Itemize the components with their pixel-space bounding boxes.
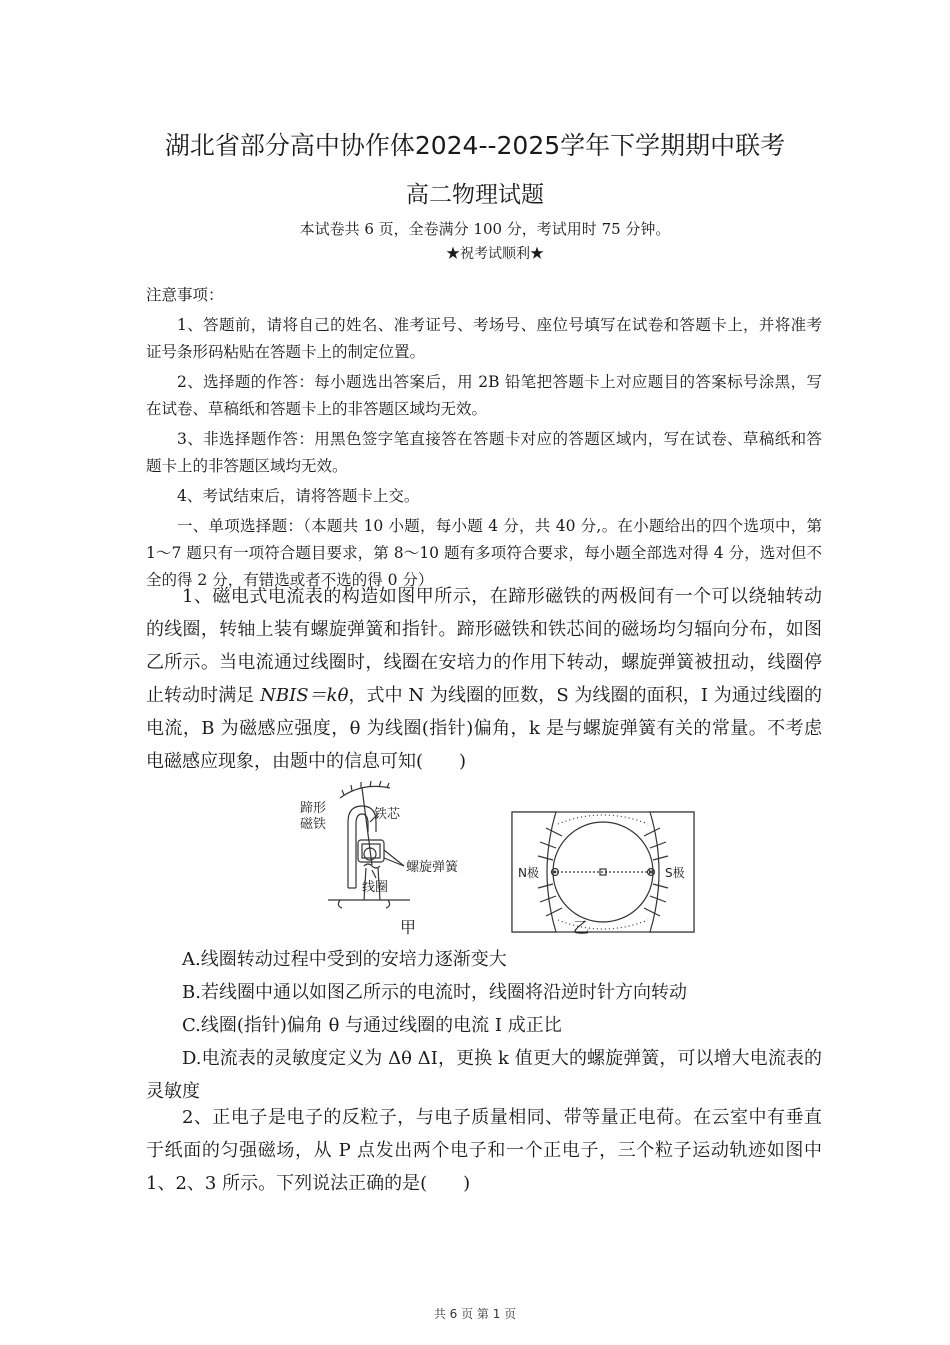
option-b: B.若线圈中通以如图乙所示的电流时，线圈将沿逆时针方向转动: [182, 982, 687, 1003]
figure-jia-diagram: [300, 770, 480, 915]
question-1-stem: [146, 580, 822, 778]
note-item: 2、选择题的作答：每小题选出答案后，用 2B 铅笔把答题卡上对应题目的答案标号涂黑，写在试卷、草稿纸和答题卡上的非答题区域均无效。: [146, 373, 822, 418]
label-spiral-spring: 螺旋弹簧: [406, 860, 459, 875]
exam-subtitle: 高二物理试题: [406, 182, 544, 208]
label-coil: 线圈: [362, 880, 389, 895]
section-heading: 一、单项选择题：（本题共 10 小题，每小题 4 分，共 40 分,。在小题给出的四个选项中，第 1～7 题只有一项符合题目要求，第 8～10 题有多项符合要求，每小题全部选对得 4 分，选对但不全的得 2 分，有错选或者不选的得 0 分）: [146, 517, 822, 589]
q1-figures: [300, 770, 700, 940]
q2-stem: 2、正电子是电子的反粒子，与电子质量相同、带等量正电荷。在云室中有垂直于纸面的匀强磁场，从 P 点发出两个电子和一个正电子，三个粒子运动轨迹如图中 1、2、3 所示。下列说法正确的是( ): [146, 1107, 822, 1194]
note-item: 4、考试结束后，请将答题卡上交。: [177, 487, 420, 505]
option-c: C.线圈(指针)偏角 θ 与通过线圈的电流 I 成正比: [182, 1015, 562, 1036]
note-item: 1、答题前，请将自己的姓名、准考证号、考场号、座位号填写在试卷和答题卡上，并将准考证号条形码粘贴在答题卡上的制定位置。: [146, 316, 822, 361]
figure-jia-caption: 甲: [400, 918, 417, 937]
q1-stem-a: 1、磁电式电流表的构造如图甲所示，在蹄形磁铁的两极间有一个可以绕轴转动的线圈，转轴上装有螺旋弹簧和指针。蹄形磁铁和铁芯间的磁场均匀辐向分布，如图乙所示。当电流通过线圈时，线圈在安培力的作用下转动，螺旋弹簧被扭动，线圈停止转动时满足: [146, 586, 822, 706]
q1-stem-b: ，式中 N 为线圈的匝数，S 为线圈的面积，I 为通过线圈的电流，B 为磁感应强度，θ 为线圈(指针)偏角，k 是与螺旋弹簧有关的常量。不考虑电磁感应现象，由题中的信息可知( ): [146, 685, 822, 772]
label-horseshoe-magnet-1: 蹄形: [300, 801, 327, 816]
q1-options: [146, 943, 822, 1108]
label-n-pole: N极: [518, 866, 539, 880]
page-footer: 共 6 页 第 1 页: [433, 1307, 517, 1321]
figure-yi-caption: 乙: [573, 918, 590, 937]
note-item: 3、非选择题作答：用黑色签字笔直接答在答题卡对应的答题区域内，写在试卷、草稿纸和答题卡上的非答题区域均无效。: [146, 430, 822, 475]
label-horseshoe-magnet-2: 磁铁: [300, 817, 327, 832]
notes-heading: 注意事项：: [146, 286, 224, 304]
option-d: D.电流表的灵敏度定义为 Δθ ΔI，更换 k 值更大的螺旋弹簧，可以增大电流表的灵敏度: [146, 1048, 822, 1102]
question-2-stem: [146, 1101, 822, 1200]
notes-section: [146, 282, 822, 597]
q1-formula: NBIS＝kθ: [260, 685, 349, 706]
label-s-pole: S极: [665, 866, 685, 880]
figure-yi-diagram: [510, 808, 696, 938]
label-iron-core: 铁芯: [374, 807, 401, 822]
exam-wish: ★祝考试顺利★: [446, 246, 544, 262]
exam-info: 本试卷共 6 页，全卷满分 100 分，考试用时 75 分钟。: [299, 220, 671, 238]
exam-title: 湖北省部分高中协作体2024--2025学年下学期期中联考: [164, 131, 786, 160]
option-a: A.线圈转动过程中受到的安培力逐渐变大: [182, 949, 507, 970]
